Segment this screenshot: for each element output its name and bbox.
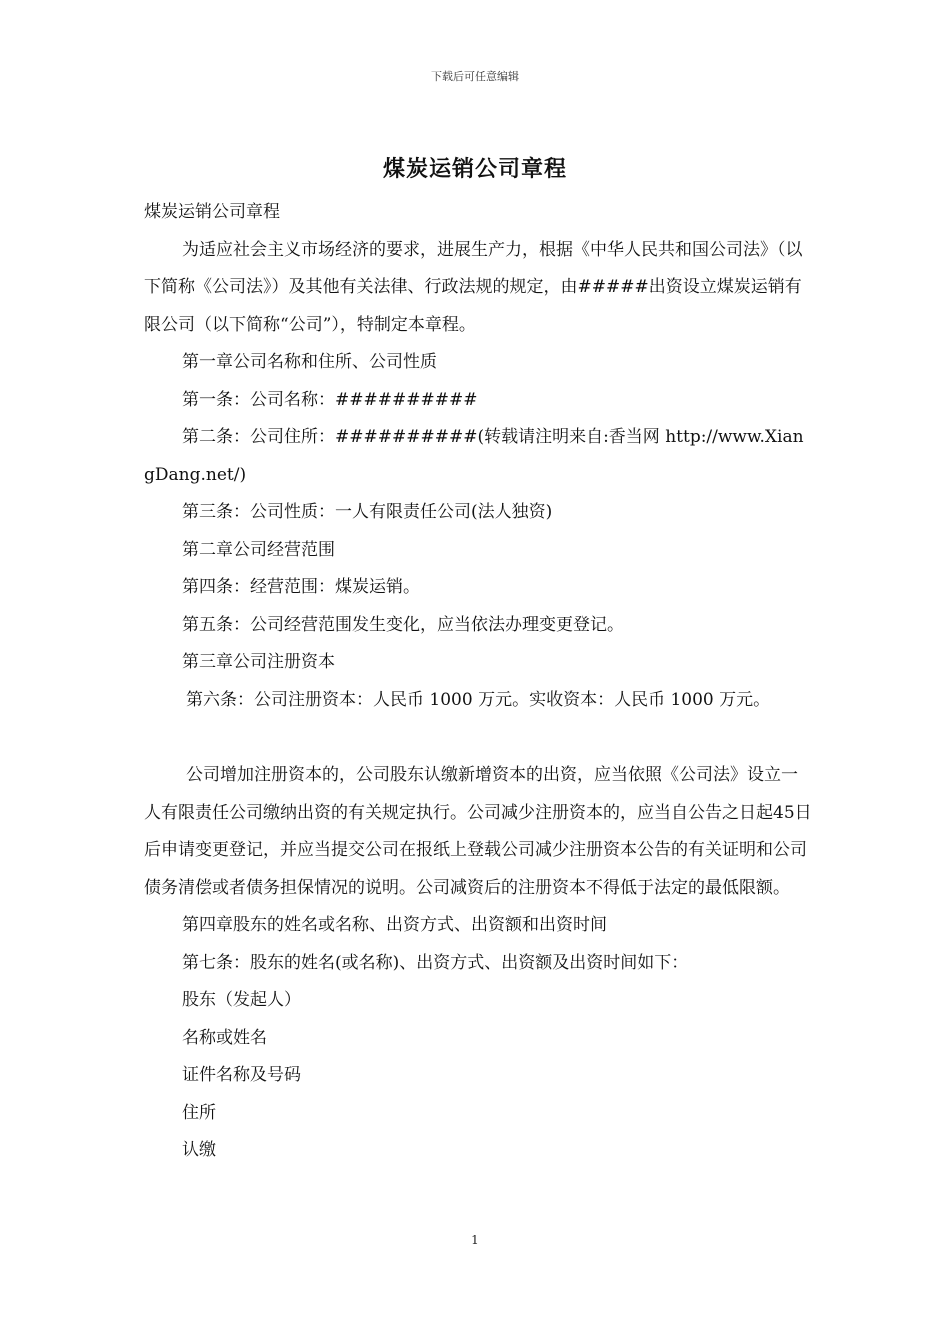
subscription-label: 认缴 [182,1140,216,1160]
subtitle-line: 煤炭运销公司章程 [144,202,280,222]
article-7: 第七条：股东的姓名(或名称)、出资方式、出资额及出资时间如下： [182,952,689,973]
address-label: 住所 [182,1102,216,1123]
article-1: 第一条：公司名称：########## [182,389,478,410]
article-3: 第三条：公司性质：一人有限责任公司(法人独资) [182,502,553,522]
article-5: 第五条：公司经营范围发生变化，应当依法办理变更登记。 [182,614,624,635]
article-2: 第二条：公司住所：##########(转载请注明来自:香当网 http://www.XiangDang.net/) [144,427,804,485]
article-4: 第四条：经营范围：煤炭运销。 [182,577,420,597]
id-document-label: 证件名称及号码 [182,1065,301,1085]
preamble-paragraph: 为适应社会主义市场经济的要求，进展生产力，根据《中华人民共和国公司法》（以下简称《公司法》）及其他有关法律、行政法规的规定，由#####出资设立煤炭运销有限公司（以下简称“公司”），特制定本章程。 [144,239,803,335]
shareholder-label: 股东（发起人） [182,990,301,1010]
name-label: 名称或姓名 [182,1027,267,1048]
chapter-4-heading: 第四章股东的姓名或名称、出资方式、出资额和出资时间 [182,915,607,935]
document-title: 煤炭运销公司章程 [382,157,567,182]
chapter-2-heading: 第二章公司经营范围 [182,539,335,560]
chapter-3-heading: 第三章公司注册资本 [182,652,335,672]
document-body [144,194,812,1170]
capital-change-paragraph: 公司增加注册资本的，公司股东认缴新增资本的出资，应当依照《公司法》设立一人有限责任公司缴纳出资的有关规定执行。公司减少注册资本的，应当自公告之日起45日后申请变更登记，并应当提交公司在报纸上登载公司减少注册资本公告的有关证明和公司债务清偿或者债务担保情况的说明。公司减资后的注册资本不得低于法定的最低限额。 [144,765,812,898]
page-header-note: 下载后可任意编辑 [431,70,519,83]
blank-line [144,719,812,757]
page-number: 1 [471,1233,479,1247]
chapter-1-heading: 第一章公司名称和住所、公司性质 [182,352,437,372]
article-6: 第六条：公司注册资本：人民币 1000 万元。实收资本：人民币 1000 万元。 [186,689,771,710]
